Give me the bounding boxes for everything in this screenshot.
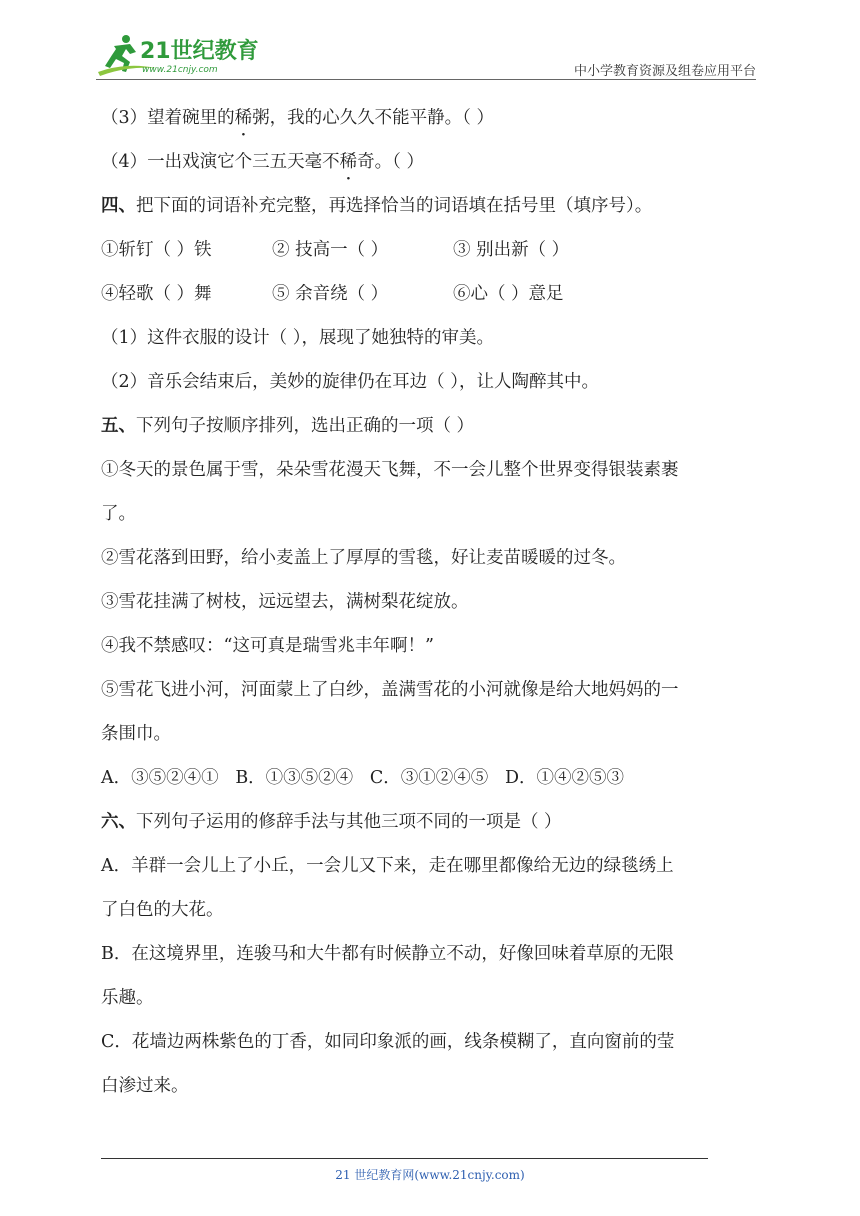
sentence-1-cont: 了。: [101, 504, 136, 524]
emphasis-char: 稀: [339, 152, 358, 172]
options-row-1: [101, 228, 765, 272]
sentence-2: ②雪花落到田野，给小麦盖上了厚厚的雪毯，好让麦苗暖暖的过冬。: [101, 548, 626, 568]
logo: [96, 32, 266, 78]
option-3: ③ 别出新（ ）: [453, 240, 570, 260]
question-4: （4）一出戏演它个三五天毫不稀奇。（ ）: [101, 152, 424, 172]
page-header: [0, 0, 860, 85]
emphasis-char: 稀: [234, 108, 253, 128]
document-body: [101, 96, 765, 1108]
section-4-heading: 四、把下面的词语补充完整，再选择恰当的词语填在括号里（填序号）。: [101, 196, 653, 216]
section-6-heading: 六、下列句子运用的修辞手法与其他三项不同的一项是（ ）: [101, 812, 562, 832]
section-4-q1: （1）这件衣服的设计（ ），展现了她独特的审美。: [101, 328, 494, 348]
sentence-5-cont: 条围巾。: [101, 724, 171, 744]
sentence-3: ③雪花挂满了树枝，远远望去，满树梨花绽放。: [101, 592, 469, 612]
header-divider: [96, 79, 756, 80]
option-2: ② 技高一（ ）: [272, 240, 389, 260]
logo-sub-text: www.21cnjy.com: [142, 65, 218, 75]
section-4-q2: （2）音乐会结束后，美妙的旋律仍在耳边（ ），让人陶醉其中。: [101, 372, 599, 392]
sentence-5: ⑤雪花飞进小河，河面蒙上了白纱，盖满雪花的小河就像是给大地妈妈的一: [101, 680, 679, 700]
choice-a: A．羊群一会儿上了小丘，一会儿又下来，走在哪里都像给无边的绿毯绣上: [101, 856, 674, 876]
sentence-1: ①冬天的景色属于雪，朵朵雪花漫天飞舞，不一会儿整个世界变得银装素裹: [101, 460, 679, 480]
option-4: ④轻歌（ ）舞: [101, 284, 212, 304]
footer-text: 21 世纪教育网(www.21cnjy.com): [335, 1168, 525, 1182]
choice-b: B．在这境界里，连骏马和大牛都有时候静立不动，好像回味着草原的无限: [101, 944, 674, 964]
choice-c-cont: 白渗过来。: [101, 1076, 189, 1096]
options-row-2: [101, 272, 765, 316]
option-1: ①斩钉（ ）铁: [101, 240, 212, 260]
sentence-4: ④我不禁感叹：“这可真是瑞雪兆丰年啊！”: [101, 636, 434, 656]
choice-a-cont: 了白色的大花。: [101, 900, 224, 920]
platform-name: 中小学教育资源及组卷应用平台: [573, 64, 756, 79]
section-5-answers: A．③⑤②④① B．①③⑤②④ C．③①②④⑤ D．①④②⑤③: [101, 768, 624, 788]
question-3: （3）望着碗里的稀粥，我的心久久不能平静。（ ）: [101, 108, 494, 128]
option-5: ⑤ 余音绕（ ）: [272, 284, 389, 304]
choice-c: C．花墙边两株紫色的丁香，如同印象派的画，线条模糊了，直向窗前的莹: [101, 1032, 675, 1052]
logo-main-text: 21世纪教育: [140, 39, 259, 64]
footer-divider: [101, 1158, 708, 1159]
choice-b-cont: 乐趣。: [101, 988, 154, 1008]
section-5-heading: 五、下列句子按顺序排列，选出正确的一项（ ）: [101, 416, 475, 436]
option-6: ⑥心（ ）意足: [453, 284, 564, 304]
